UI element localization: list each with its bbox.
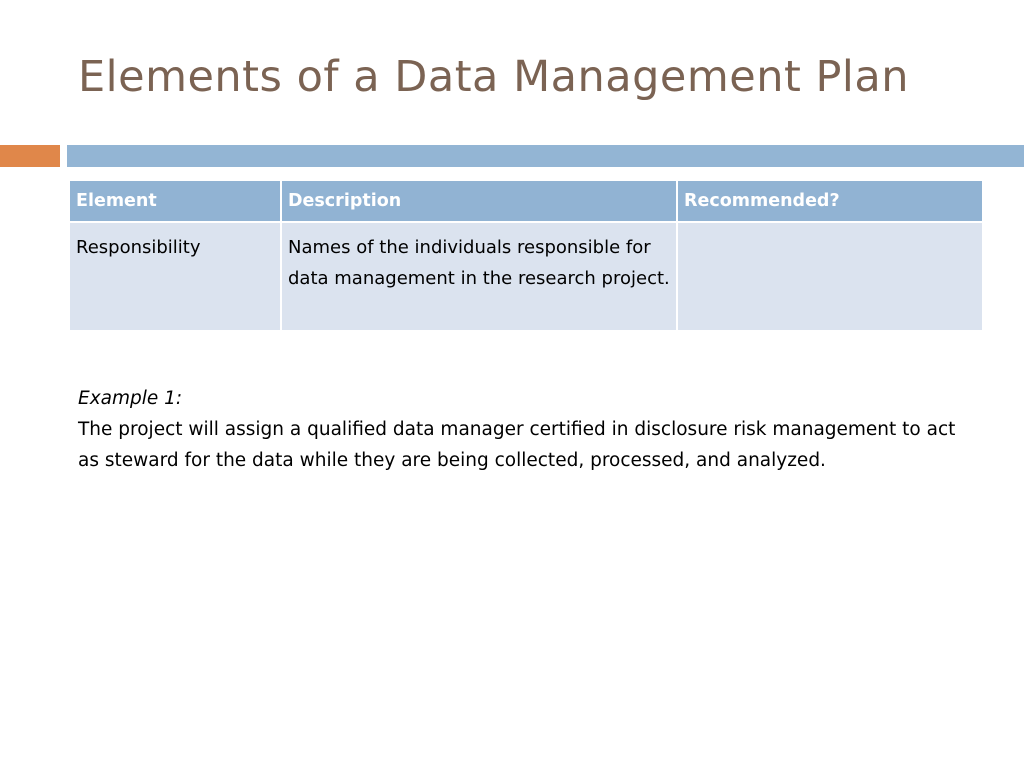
cell-element: Responsibility: [69, 222, 281, 331]
dmp-elements-table: [68, 179, 984, 332]
example-text: The project will assign a qualified data manager certified in disclosure risk management to act as steward for the data while they are being collected, processed, and analyzed.: [78, 419, 956, 471]
example-label: Example 1:: [78, 388, 183, 409]
table-row: [69, 222, 983, 331]
accent-bar: [0, 145, 60, 167]
slide-title: Elements of a Data Management Plan: [78, 52, 909, 102]
rule-bar: [67, 145, 1024, 167]
header-element: Element: [69, 180, 281, 222]
table-header-row: [69, 180, 983, 222]
cell-recommended: [677, 222, 983, 331]
example-block: [78, 383, 978, 476]
header-description: Description: [281, 180, 677, 222]
header-recommended: Recommended?: [677, 180, 983, 222]
cell-description: Names of the individuals responsible for data management in the research project.: [281, 222, 677, 331]
